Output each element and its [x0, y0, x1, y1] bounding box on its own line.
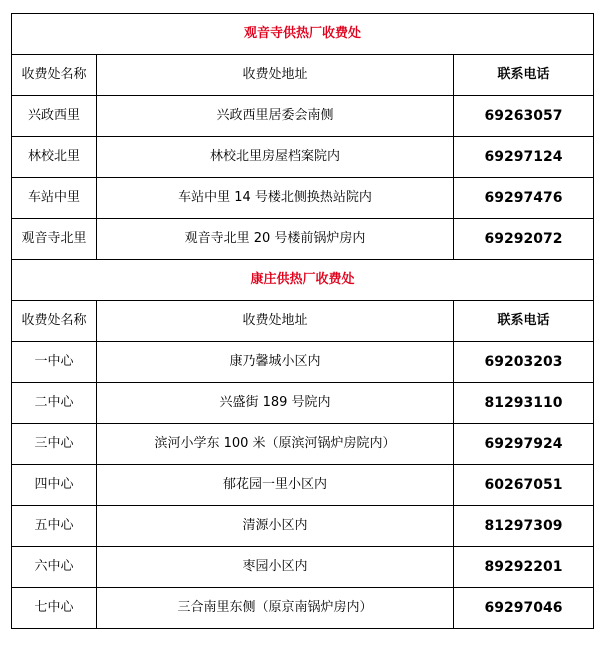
office-name: 三中心	[12, 424, 97, 465]
table-row	[12, 96, 594, 137]
office-phone: 60267051	[454, 465, 594, 506]
office-phone: 69263057	[454, 96, 594, 137]
table-row	[12, 465, 594, 506]
office-address: 三合南里东侧（原京南锅炉房内）	[97, 588, 454, 629]
section-title: 康庄供热厂收费处	[12, 260, 594, 301]
office-address: 观音寺北里 20 号楼前锅炉房内	[97, 219, 454, 260]
office-name: 车站中里	[12, 178, 97, 219]
office-address: 滨河小学东 100 米（原滨河锅炉房院内）	[97, 424, 454, 465]
office-name: 四中心	[12, 465, 97, 506]
table-row	[12, 219, 594, 260]
office-address: 清源小区内	[97, 506, 454, 547]
office-phone: 69203203	[454, 342, 594, 383]
office-name: 二中心	[12, 383, 97, 424]
office-name: 六中心	[12, 547, 97, 588]
office-address: 兴政西里居委会南侧	[97, 96, 454, 137]
table-header-row	[12, 301, 594, 342]
office-name: 一中心	[12, 342, 97, 383]
column-header-address: 收费处地址	[97, 55, 454, 96]
office-phone: 69297124	[454, 137, 594, 178]
office-address: 车站中里 14 号楼北侧换热站院内	[97, 178, 454, 219]
column-header-phone: 联系电话	[454, 301, 594, 342]
table-row	[12, 547, 594, 588]
section-title-row	[12, 260, 594, 301]
table-row	[12, 137, 594, 178]
office-name: 兴政西里	[12, 96, 97, 137]
office-phone: 81297309	[454, 506, 594, 547]
office-address: 郁花园一里小区内	[97, 465, 454, 506]
office-name: 五中心	[12, 506, 97, 547]
office-name: 观音寺北里	[12, 219, 97, 260]
section-title-row	[12, 14, 594, 55]
office-address: 枣园小区内	[97, 547, 454, 588]
office-address: 康乃馨城小区内	[97, 342, 454, 383]
office-name: 林校北里	[12, 137, 97, 178]
table-row	[12, 588, 594, 629]
office-phone: 81293110	[454, 383, 594, 424]
office-phone: 69297924	[454, 424, 594, 465]
office-phone: 89292201	[454, 547, 594, 588]
office-address: 兴盛街 189 号院内	[97, 383, 454, 424]
column-header-address: 收费处地址	[97, 301, 454, 342]
column-header-phone: 联系电话	[454, 55, 594, 96]
table-row	[12, 342, 594, 383]
table-header-row	[12, 55, 594, 96]
table-row	[12, 424, 594, 465]
office-phone: 69297046	[454, 588, 594, 629]
section-title: 观音寺供热厂收费处	[12, 14, 594, 55]
column-header-name: 收费处名称	[12, 55, 97, 96]
office-address: 林校北里房屋档案院内	[97, 137, 454, 178]
table-row	[12, 178, 594, 219]
table-row	[12, 506, 594, 547]
office-name: 七中心	[12, 588, 97, 629]
table-row	[12, 383, 594, 424]
fee-office-table	[11, 13, 594, 629]
office-phone: 69297476	[454, 178, 594, 219]
office-phone: 69292072	[454, 219, 594, 260]
column-header-name: 收费处名称	[12, 301, 97, 342]
